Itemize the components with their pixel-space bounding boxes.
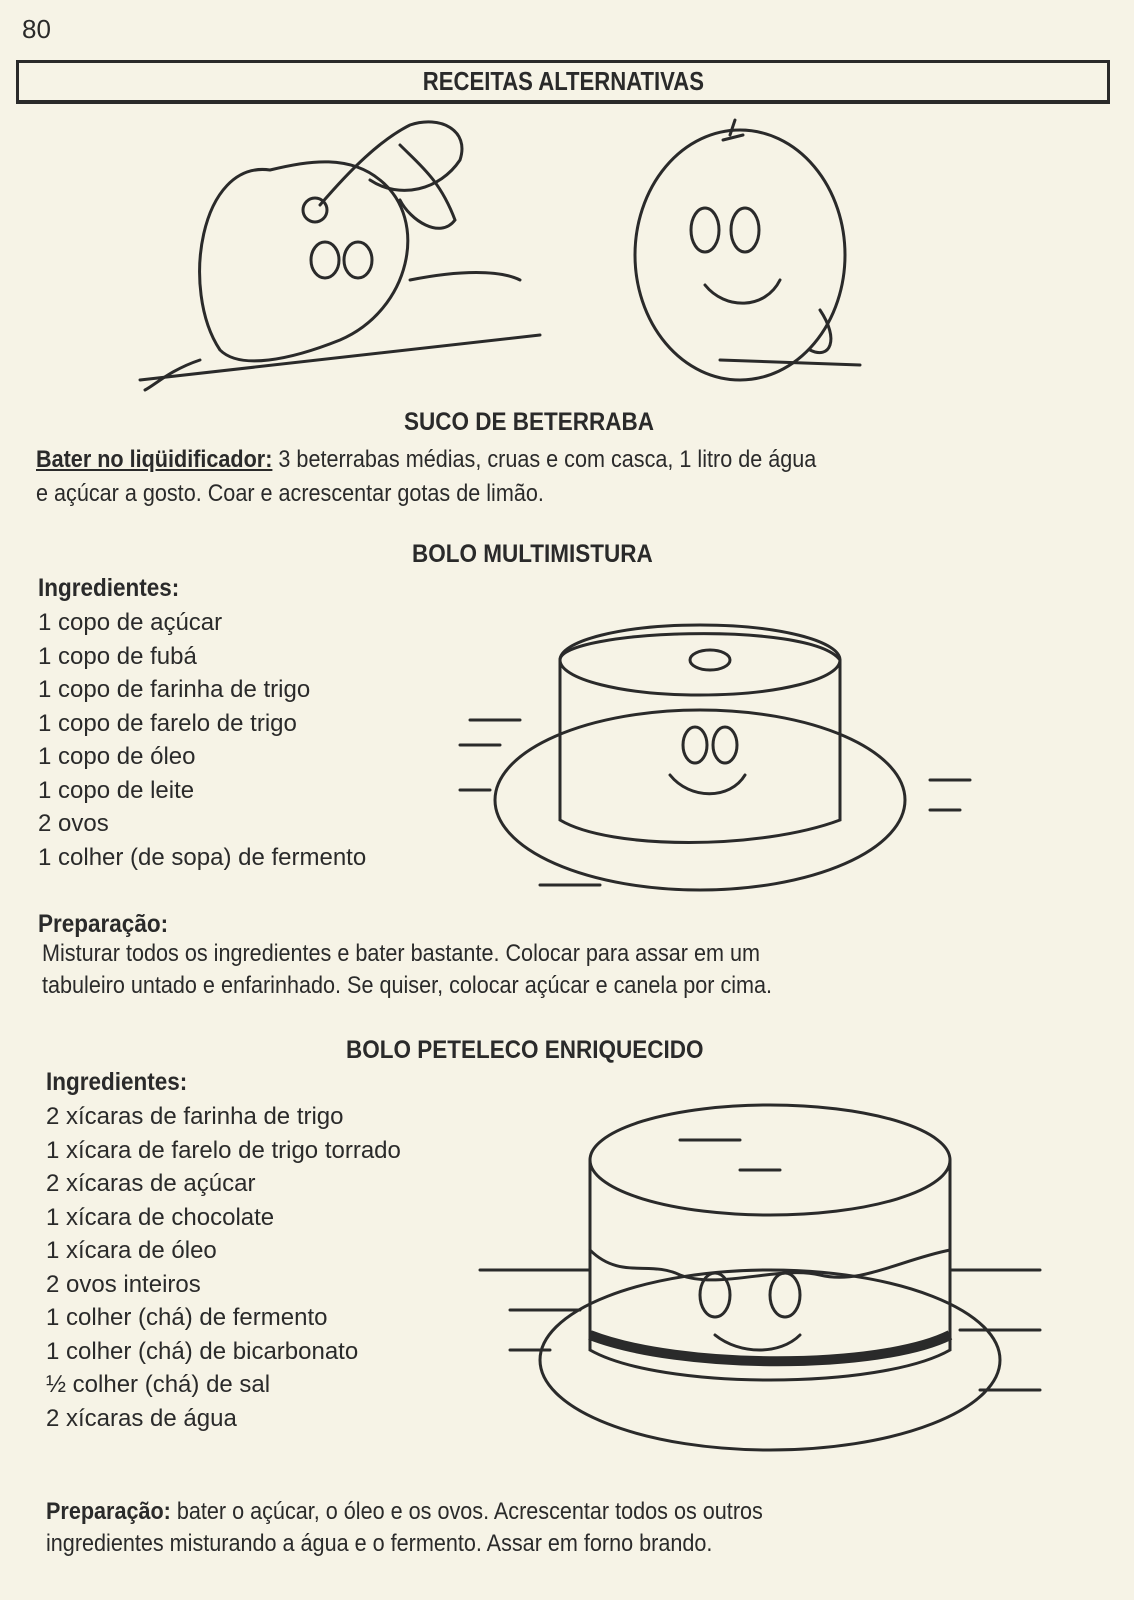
ingredient-item: 2 xícaras de água	[46, 1404, 237, 1432]
page-title-box	[16, 60, 1110, 104]
peteleco-cake-illustration	[480, 1090, 1060, 1470]
ingredient-item: 1 copo de óleo	[38, 743, 196, 770]
ingredient-item: 1 copo de leite	[38, 776, 195, 804]
preparation-line-1: Preparação: bater o açúcar, o óleo e os ovos. Acrescentar todos os outros	[46, 1498, 763, 1525]
recipe-instruction-line-2: e açúcar a gosto. Coar e acrescentar gotas de limão.	[36, 480, 544, 507]
beet-and-orange-illustration	[140, 110, 860, 400]
recipe-title-bolo-multimistura: BOLO MULTIMISTURA	[412, 540, 653, 568]
ingredient-item: 1 xícara de óleo	[46, 1237, 217, 1264]
preparation-label: Preparação:	[46, 1498, 171, 1525]
ingredient-list-peteleco	[46, 1100, 401, 1435]
preparation-line-2: ingredientes misturando a água e o fermento. Assar em forno brando.	[46, 1530, 713, 1557]
ingredient-item: 1 copo de açúcar	[38, 609, 223, 636]
instruction-label: Bater no liqüidificador:	[36, 446, 273, 473]
ingredient-list-multimistura	[38, 606, 366, 874]
ingredient-item: 2 xícaras de açúcar	[46, 1170, 256, 1197]
multimix-cake-illustration	[460, 600, 980, 900]
recipe-title-suco-de-beterraba: SUCO DE BETERRABA	[404, 408, 655, 436]
ingredient-item: 1 colher (de sopa) de fermento	[38, 843, 367, 871]
ingredient-item: 2 xícaras de farinha de trigo	[46, 1103, 344, 1130]
page-title: RECEITAS ALTERNATIVAS	[422, 66, 704, 96]
preparation-line-2: tabuleiro untado e enfarinhado. Se quiser, colocar açúcar e canela por cima.	[42, 972, 773, 999]
page-number: 80	[22, 14, 51, 44]
ingredient-item: 1 copo de farelo de trigo	[38, 709, 297, 737]
ingredient-item: 1 xícara de farelo de trigo torrado	[46, 1136, 401, 1164]
ingredient-item: ½ colher (chá) de sal	[46, 1371, 271, 1398]
preparation-line-1: Misturar todos os ingredientes e bater bastante. Colocar para assar em um	[42, 940, 760, 967]
ingredient-item: 1 copo de farinha de trigo	[38, 676, 311, 703]
ingredient-item: 2 ovos	[38, 810, 109, 837]
ingredients-label: Ingredientes:	[38, 574, 180, 602]
recipe-instruction-line-1: Bater no liqüidificador: 3 beterrabas médias, cruas e com casca, 1 litro de água	[36, 446, 817, 473]
ingredient-item: 1 colher (chá) de fermento	[46, 1304, 328, 1331]
ingredient-item: 1 colher (chá) de bicarbonato	[46, 1337, 359, 1365]
preparation-label: Preparação:	[38, 910, 169, 938]
recipe-title-bolo-peteleco: BOLO PETELECO ENRIQUECIDO	[346, 1036, 704, 1064]
ingredient-item: 1 copo de fubá	[38, 642, 197, 670]
ingredient-item: 2 ovos inteiros	[46, 1270, 201, 1298]
ingredients-label: Ingredientes:	[46, 1068, 188, 1096]
ingredient-item: 1 xícara de chocolate	[46, 1203, 275, 1231]
